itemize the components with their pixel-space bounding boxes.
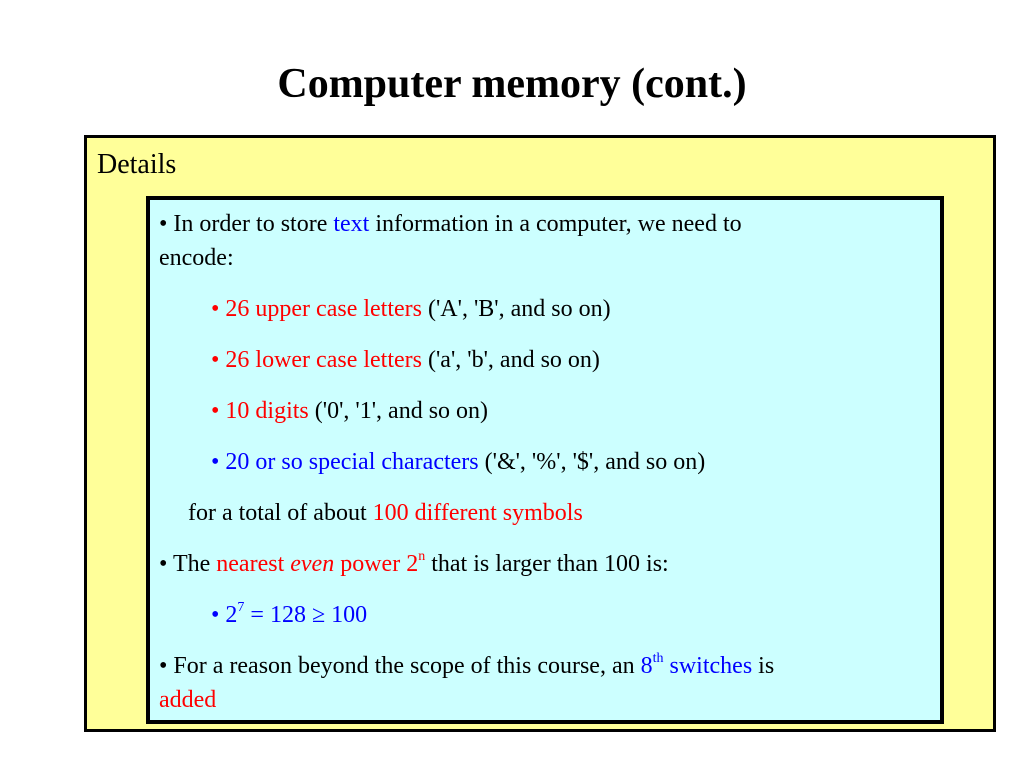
highlight-text-word: text [333,211,370,237]
details-label: Details [97,149,177,180]
slide-title: Computer memory (cont.) [277,61,747,107]
highlight-text: • 2 [211,602,238,628]
highlight-text: nearest [216,551,291,577]
highlight-text: 8 [640,653,653,679]
line-text: for a total of about [188,500,373,526]
highlight-text: • 10 digits [211,398,309,424]
line-text: ('0', '1', and so on) [308,398,489,424]
bullet-nearest-power [159,547,669,581]
sub-bullet-digits [211,394,488,428]
superscript: n [418,549,426,564]
superscript: 7 [237,600,245,615]
highlight-text: power 2 [334,551,419,577]
content-box [146,196,944,724]
highlight-text-italic: even [290,551,335,577]
bullet-text: • [159,211,174,237]
details-panel [84,135,996,732]
sub-bullet-power [211,598,367,632]
sub-bullet-lower [211,343,600,377]
highlight-text: • 26 upper case letters [211,296,422,322]
highlight-text: 100 different symbols [372,500,583,526]
line-text: ('a', 'b', and so on) [421,347,600,373]
line-text: In order to store [173,211,334,237]
highlight-text: switches [663,653,753,679]
bullet-eighth-switch [159,649,774,683]
sub-bullet-special [211,445,705,479]
line-text: • For a reason beyond the scope of this course, an [159,653,641,679]
bullet-store-text [159,207,742,241]
highlight-text: added [159,687,217,713]
line-text: that is larger than 100 is: [425,551,669,577]
line-text: information in a computer, we need to [369,211,742,237]
bullet-eighth-switch-cont [159,683,216,717]
line-text: • The [159,551,217,577]
highlight-text: = 128 ≥ 100 [244,602,368,628]
total-line [188,496,583,530]
line-text: is [752,653,775,679]
bullet-store-text-cont [159,241,234,275]
sub-bullet-upper [211,292,611,326]
line-text: encode: [159,245,234,271]
highlight-text: • 20 or so special characters [211,449,479,475]
highlight-text: • 26 lower case letters [211,347,422,373]
line-text: ('&', '%', '$', and so on) [478,449,706,475]
line-text: ('A', 'B', and so on) [421,296,611,322]
superscript: th [652,651,664,666]
